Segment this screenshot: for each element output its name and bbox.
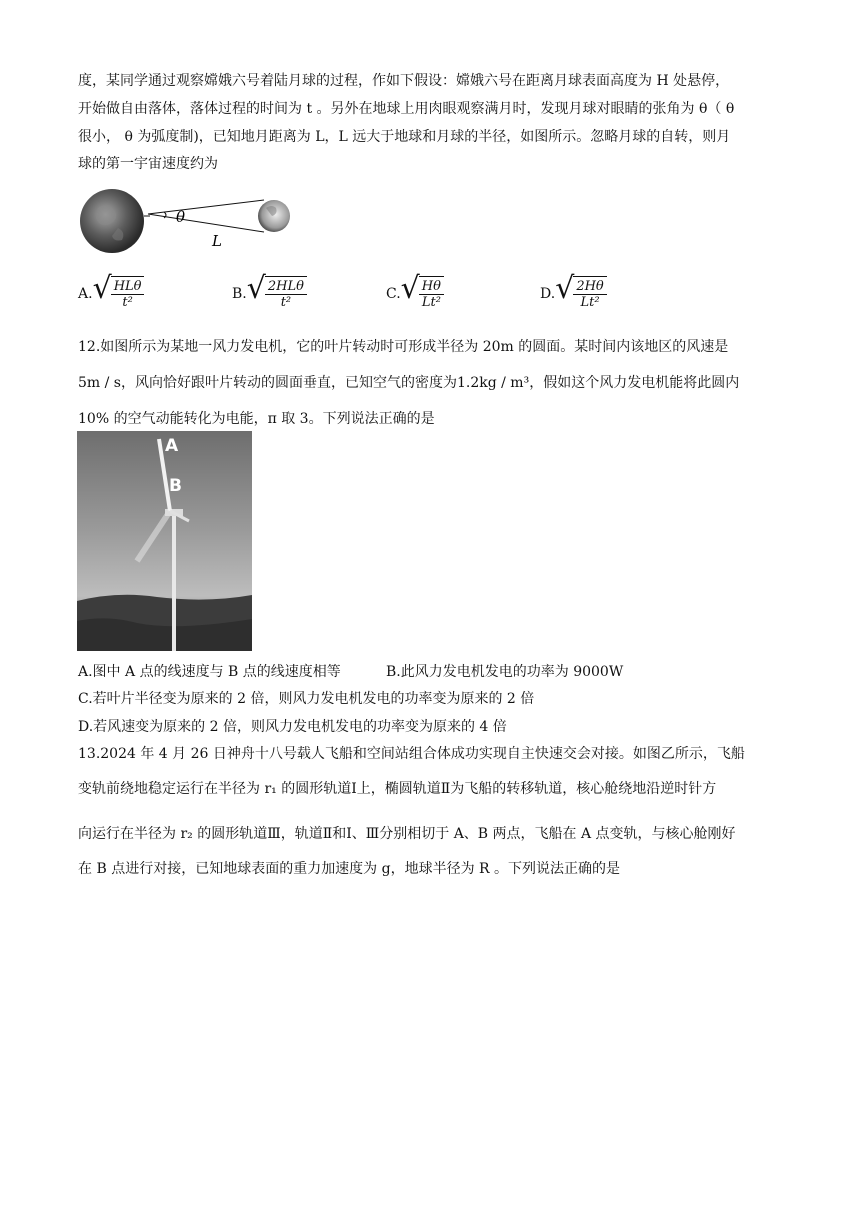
earth-moon-figure [78, 188, 298, 254]
q12-option-c: C.若叶片半径变为原来的 2 倍，则风力发电机发电的功率变为原来的 2 倍 [78, 691, 535, 707]
q12-option-a: A.图中 A 点的线速度与 B 点的线速度相等 [78, 664, 341, 680]
q13-line-2: 变轨前绕地稳定运行在半径为 r₁ 的圆形轨道Ⅰ上，椭圆轨道Ⅱ为飞船的转移轨道，核心舱绕地沿逆时针方 [78, 781, 717, 797]
q11-line-4: 球的第一宇宙速度约为 [78, 156, 218, 172]
distance-label: L [212, 232, 222, 250]
moon-icon [258, 200, 290, 232]
q12-option-d: D.若风速变为原来的 2 倍，则风力发电机发电的功率变为原来的 4 倍 [78, 719, 507, 735]
q11-option-b: B. √ $\frac{\text{2HLθ}}{\text{t²}}$ [232, 272, 307, 310]
q11-option-c: C. √ $\frac{H\theta}{\text{Lt²}}$ [386, 272, 444, 310]
q13-line-3: 向运行在半径为 r₂ 的圆形轨道Ⅲ，轨道Ⅱ和Ⅰ、Ⅲ分别相切于 A、B 两点，飞船在 A 点变轨，与核心舱刚好 [78, 826, 736, 842]
q12-line-2: 5m / s，风向恰好跟叶片转动的圆面垂直，已知空气的密度为1.2kg / m³，假如这个风力发电机能将此圆内 [78, 375, 740, 391]
q11-line-2: 开始做自由落体，落体过程的时间为 t 。另外在地球上用肉眼观察满月时，发现月球对眼睛的张角为 θ（ θ [78, 101, 735, 117]
q13-line-1: 13.2024 年 4 月 26 日神舟十八号载人飞船和空间站组合体成功实现自主快速交会对接。如图乙所示，飞船 [78, 746, 745, 762]
q12-option-b: B.此风力发电机发电的功率为 9000W [386, 664, 624, 680]
q11-line-1: 度，某同学通过观察嫦娥六号着陆月球的过程，作如下假设：嫦娥六号在距离月球表面高度为 H 处悬停， [78, 73, 730, 89]
q13-line-4: 在 B 点进行对接，已知地球表面的重力加速度为 g，地球半径为 R 。下列说法正确的是 [78, 861, 621, 877]
point-b-label: B [169, 476, 182, 496]
q11-option-a: A. √ $\frac{\text{HLθ}}{\text{t²}}$ [78, 272, 144, 310]
q12-line-3: 10% 的空气动能转化为电能，π 取 3。下列说法正确的是 [78, 411, 435, 427]
q12-line-1: 12.如图所示为某地一风力发电机，它的叶片转动时可形成半径为 20m 的圆面。某时间内该地区的风速是 [78, 339, 729, 355]
q11-line-3: 很小， θ 为弧度制)，已知地月距离为 L，L 远大于地球和月球的半径，如图所示。忽略月球的自转，则月 [78, 129, 731, 145]
wind-turbine-photo [77, 431, 252, 651]
q11-option-d: D. √ $\frac{2H\theta}{\text{Lt²}}$ [540, 272, 607, 310]
point-a-label: A [165, 436, 179, 456]
theta-label: θ [176, 208, 186, 226]
